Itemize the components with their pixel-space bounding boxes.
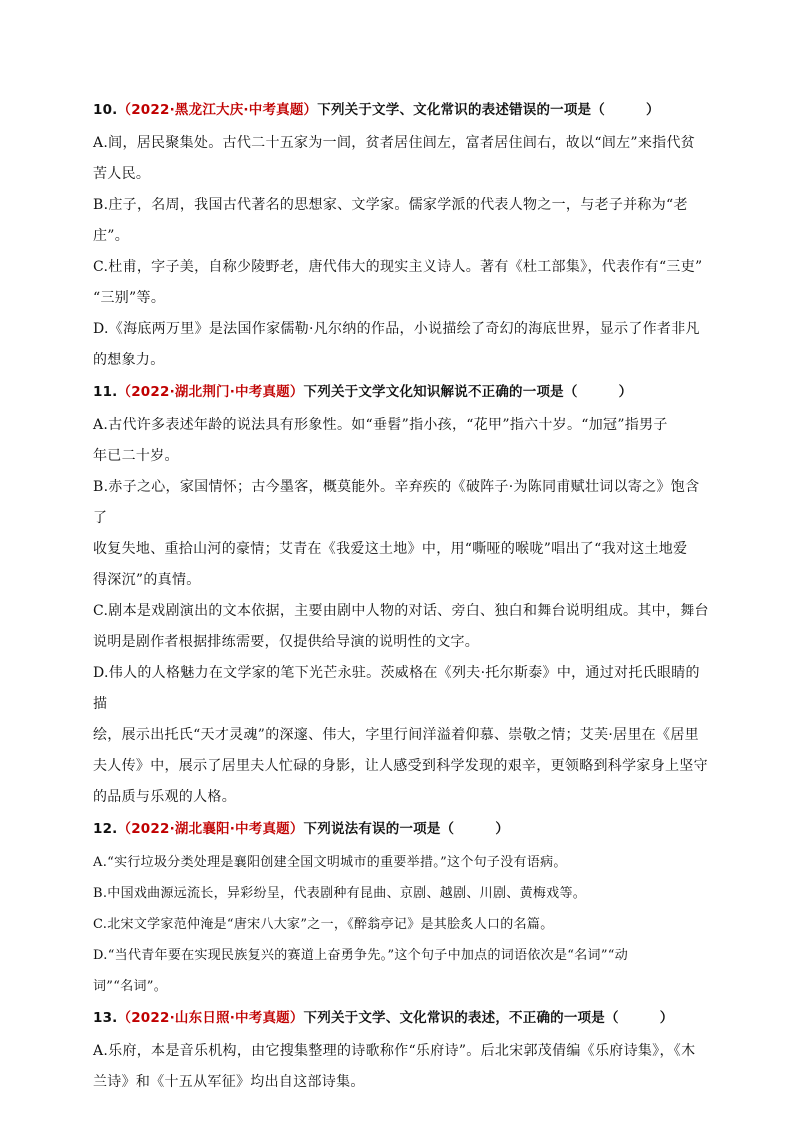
question-heading: [93, 382, 713, 402]
option-line: B.中国戏曲源远流长，异彩纷呈，代表剧种有昆曲、京剧、越剧、川剧、黄梅戏等。: [93, 886, 587, 901]
option-line: 收复失地、重拾山河的豪情；艾青在《我爱这土地》中，用“嘶哑的喉咙”唱出了“我对这土地爱: [93, 541, 688, 557]
option-line: A.古代许多表述年龄的说法具有形象性。如“垂髫”指小孩，“花甲”指六十岁。“加冠”指男子: [93, 417, 668, 433]
option-line: “三别”等。: [93, 290, 166, 306]
option-line: A.“实行垃圾分类处理是襄阳创建全国文明城市的重要举措。”这个句子没有语病。: [93, 855, 567, 870]
option-line: C.北宋文学家范仲淹是“唐宋八大家”之一，《醉翁亭记》是其脍炙人口的名篇。: [93, 917, 554, 932]
option-line: A.闾，居民聚集处。古代二十五家为一闾，贫者居住闾左，富者居住闾右，故以“闾左”来指代贫: [93, 135, 696, 151]
option-line: 的品质与乐观的人格。: [93, 789, 236, 805]
question-source: （2022·湖北荆门·中考真题）: [117, 384, 304, 400]
option-line: D.“当代青年要在实现民族复兴的赛道上奋勇争先。”这个句子中加点的词语依次是“名词”“动: [93, 948, 629, 963]
question-10: [93, 100, 713, 376]
option-line: 苦人民。: [93, 166, 151, 182]
question-13: [93, 1008, 713, 1098]
question-heading: [93, 1008, 713, 1028]
option-line: B.赤子之心，家国情怀；古今墨客，概莫能外。辛弃疾的《破阵子·为陈同甫赋壮词以寄之》饱含了: [93, 479, 700, 526]
option-line: C.杜甫，字子美，自称少陵野老，唐代伟大的现实主义诗人。著有《杜工部集》，代表作有“三吏”: [93, 259, 703, 275]
option-line: 年已二十岁。: [93, 448, 179, 464]
question-source: （2022·山东日照·中考真题）: [117, 1010, 304, 1026]
question-11: [93, 382, 713, 813]
option-line: A.乐府，本是音乐机构，由它搜集整理的诗歌称作“乐府诗”。后北宋郭茂倩编《乐府诗集》，《木: [93, 1043, 696, 1059]
question-source: （2022·湖北襄阳·中考真题）: [117, 821, 304, 837]
question-heading: [93, 819, 713, 839]
option-line: D.《海底两万里》是法国作家儒勒·凡尔纳的作品，小说描绘了奇幻的海底世界，显示了作者非凡: [93, 321, 700, 337]
question-stem: 下列关于文学文化知识解说不正确的一项是（ ）: [303, 384, 633, 400]
question-number: 11.: [93, 384, 118, 400]
question-12: [93, 819, 713, 1002]
option-line: 绘，展示出托氏“天才灵魂”的深邃、伟大，字里行间洋溢着仰慕、崇敬之情；艾芙·居里在《居里: [93, 727, 699, 743]
option-line: 庄”。: [93, 228, 130, 244]
question-heading: [93, 100, 713, 120]
option-line: 的想象力。: [93, 352, 165, 368]
option-line: C.剧本是戏剧演出的文本依据，主要由剧中人物的对话、旁白、独白和舞台说明组成。其中，舞台: [93, 603, 709, 619]
option-line: B.庄子，名周，我国古代著名的思想家、文学家。儒家学派的代表人物之一，与老子并称为“老: [93, 197, 688, 213]
question-stem: 下列说法有误的一项是（ ）: [303, 821, 510, 837]
option-line: 夫人传》中，展示了居里夫人忙碌的身影，让人感受到科学发现的艰辛，更领略到科学家身上坚守: [93, 758, 708, 774]
option-line: 词”“名词”。: [93, 979, 168, 994]
question-number: 13.: [93, 1010, 118, 1026]
question-number: 12.: [93, 821, 118, 837]
question-stem: 下列关于文学、文化常识的表述错误的一项是（ ）: [317, 102, 660, 118]
question-stem: 下列关于文学、文化常识的表述，不正确的一项是（ ）: [303, 1010, 674, 1026]
option-line: 说明是剧作者根据排练需要，仅提供给导演的说明性的文字。: [93, 634, 480, 650]
option-line: D.伟人的人格魅力在文学家的笔下光芒永驻。茨威格在《列夫·托尔斯泰》中，通过对托氏眼睛的描: [93, 665, 700, 712]
question-number: 10.: [93, 102, 118, 118]
document-page: [93, 100, 713, 1098]
option-line: 兰诗》和《十五从军征》均出自这部诗集。: [93, 1074, 365, 1090]
question-source: （2022·黑龙江大庆·中考真题）: [117, 102, 318, 118]
option-line: 得深沉”的真情。: [93, 572, 201, 588]
